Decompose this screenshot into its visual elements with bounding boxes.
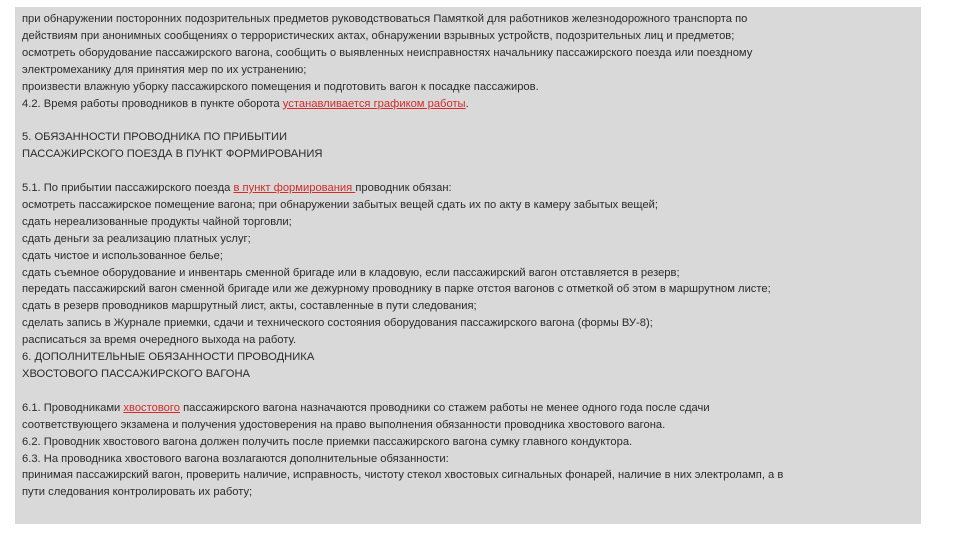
text-span: . [465,97,469,110]
text-line: 6.3. На проводника хвостового вагона возлагаются дополнительные обязанности: [22,452,449,465]
text-line: осмотреть оборудование пассажирского вагона, сообщить о выявленных неисправностях начальнику пассажирского поезда или поездному [22,46,753,59]
list-item: передать пассажирский вагон сменной бригаде или же дежурному проводнику в парке отстоя вагонов с отметкой об этом в маршрутном листе; [22,283,771,296]
text-span: 6.1. Проводниками [22,401,124,414]
tail-car-link[interactable]: хвостового [123,401,180,414]
formation-point-link[interactable]: в пункт формирования [233,182,356,195]
text-line: при обнаружении посторонних подозрительных предметов руководствоваться Памяткой для работников железнодорожного транспорта по [22,13,748,25]
paragraph-gap [22,112,913,129]
text-line: электромеханику для принятия мер по их устранению; [22,63,307,76]
text-line: соответствующего экзамена и получения удостоверения на право выполнения обязанности проводника хвостового вагона. [22,418,666,431]
text-line: действиям при анонимных сообщениях о террористических актах, обнаружении взрывных устройств, подозрительных лиц и предметов; [22,29,735,42]
list-item: сдать чистое и использованное белье; [22,249,223,262]
list-item: осмотреть пассажирское помещение вагона; при обнаружении забытых вещей сдать их по акту в камеру забытых вещей; [22,198,659,211]
text-line [22,400,913,417]
list-item: сделать запись в Журнале приемки, сдачи и технического состояния оборудования пассажирского вагона (формы ВУ-8); [22,317,653,330]
section-6-heading: 6. ДОПОЛНИТЕЛЬНЫЕ ОБЯЗАННОСТИ ПРОВОДНИКА [22,351,315,364]
text-line [22,180,913,197]
list-item: сдать деньги за реализацию платных услуг; [22,232,251,245]
text-line [22,96,913,113]
text-span: проводник обязан: [355,182,452,195]
text-line: пути следования контролировать их работу; [22,486,253,499]
list-item: сдать съемное оборудование и инвентарь сменной бригаде или в кладовую, если пассажирский вагон отставляется в резерв; [22,266,680,279]
section-5-heading: 5. ОБЯЗАННОСТИ ПРОВОДНИКА ПО ПРИБЫТИИ [22,131,288,144]
paragraph-gap [22,163,913,180]
list-item: сдать нереализованные продукты чайной торговли; [22,215,292,228]
document-text [22,11,913,501]
document-panel [15,7,921,524]
text-line: произвести влажную уборку пассажирского помещения и подготовить вагон к посадке пассажиров. [22,80,539,93]
list-item: расписаться за время очередного выхода на работу. [22,334,297,347]
text-line: 6.2. Проводник хвостового вагона должен получить после приемки пассажирского вагона сумку главного кондуктора. [22,435,633,448]
list-item: сдать в резерв проводников маршрутный лист, акты, составленные в пути следования; [22,300,477,313]
text-span: 4.2. Время работы проводников в пункте оборота [22,97,283,110]
work-schedule-link[interactable]: устанавливается графиком работы [282,97,466,110]
paragraph-gap [22,383,913,400]
text-span: пассажирского вагона назначаются проводники со стажем работы не менее одного года после сдачи [179,401,710,414]
section-5-heading: ПАССАЖИРСКОГО ПОЕЗДА В ПУНКТ ФОРМИРОВАНИЯ [22,148,323,161]
text-line: принимая пассажирский вагон, проверить наличие, исправность, чистоту стекол хвостовых сигнальных фонарей, наличие в них электроламп, а в [22,469,784,482]
text-span: 5.1. По прибытии пассажирского поезда [22,182,234,195]
section-6-heading: ХВОСТОВОГО ПАССАЖИРСКОГО ВАГОНА [22,368,251,380]
